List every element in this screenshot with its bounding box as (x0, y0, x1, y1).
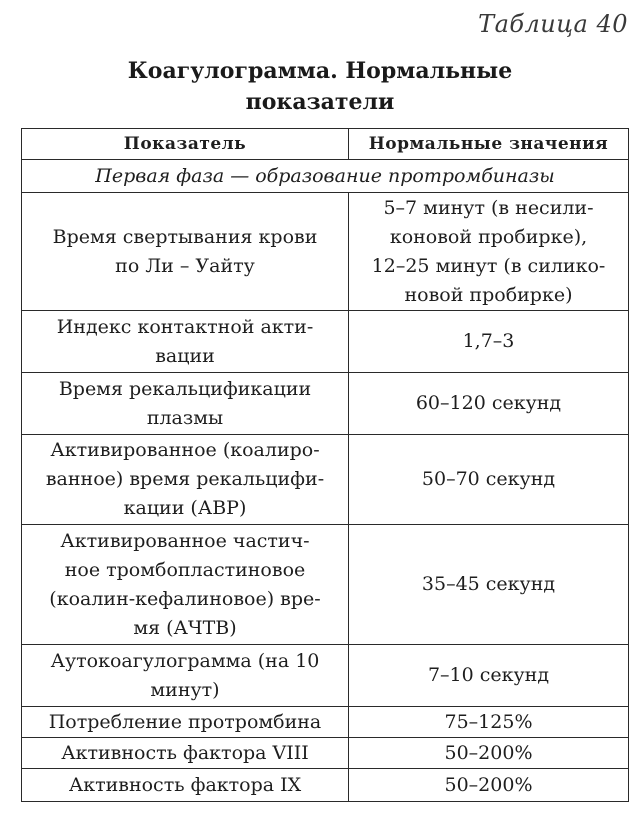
value-line: 50–70 секунд (421, 468, 556, 490)
header-indicator: Показатель (22, 129, 349, 160)
header-normal-values: Нормальные значения (349, 129, 629, 160)
indicator-cell (22, 373, 349, 435)
indicator-line: ное тромбопластиновое (64, 558, 306, 581)
value-line: 1,7–3 (462, 330, 515, 352)
indicator-line: Активированное (коалиро- (50, 439, 320, 461)
value-line: 7–10 секунд (427, 664, 550, 686)
value-line: коновой пробирке), (389, 225, 588, 248)
value-cell (349, 769, 629, 802)
indicator-line: по Ли – Уайту (115, 254, 255, 277)
indicator-line: Активность фактора VIII (61, 741, 309, 764)
value-line: 75–125% (444, 710, 533, 733)
value-line: новой пробирке) (404, 283, 573, 306)
indicator-line: Время рекальцификации (58, 377, 312, 400)
value-line: 50–200% (444, 773, 533, 796)
indicator-line: минут) (150, 678, 220, 701)
value-line: 5–7 минут (в несили- (383, 196, 594, 219)
indicator-line: Активированное частич- (60, 529, 310, 552)
value-line: 60–120 секунд (415, 392, 562, 414)
indicator-line: Активность фактора IX (68, 773, 302, 796)
value-cell (349, 525, 629, 645)
value-cell (349, 738, 629, 769)
indicator-cell (22, 193, 349, 311)
value-cell (349, 193, 629, 311)
value-line: 12–25 минут (в силико- (371, 254, 606, 277)
indicator-line: Время свертывания крови (52, 225, 318, 248)
indicator-line: (коалин-кефалиновое) вре- (49, 587, 321, 610)
table-number: Таблица 40 (478, 10, 628, 38)
indicator-cell (22, 435, 349, 525)
value-cell (349, 645, 629, 707)
table-row (22, 738, 629, 769)
title-line-1: Коагулограмма. Нормальные (127, 58, 513, 84)
indicator-line: Индекс контактной акти- (56, 315, 314, 338)
indicator-line: ванное) время рекальцифи- (45, 468, 325, 490)
indicator-line: мя (АЧТВ) (133, 616, 237, 639)
value-cell (349, 707, 629, 738)
value-cell (349, 373, 629, 435)
value-cell (349, 311, 629, 373)
table-row (22, 525, 629, 645)
coagulogram-table (21, 128, 629, 802)
phase-label: Первая фаза — образование протромбиназы (22, 160, 629, 193)
indicator-cell (22, 311, 349, 373)
indicator-line: кации (АВР) (123, 497, 247, 519)
header-row (22, 129, 629, 160)
indicator-cell (22, 645, 349, 707)
indicator-line: Аутокоагулограмма (на 10 (50, 649, 320, 672)
indicator-line: вации (155, 344, 215, 367)
indicator-cell (22, 525, 349, 645)
table-row (22, 769, 629, 802)
table-row (22, 435, 629, 525)
table-row (22, 707, 629, 738)
value-cell (349, 435, 629, 525)
table-row (22, 373, 629, 435)
indicator-line: плазмы (146, 406, 224, 429)
value-line: 50–200% (444, 741, 533, 764)
table-row (22, 645, 629, 707)
indicator-cell (22, 738, 349, 769)
phase-row (22, 160, 629, 193)
table-row (22, 193, 629, 311)
value-line: 35–45 секунд (421, 573, 556, 595)
table-title (0, 56, 640, 118)
title-line-2: показатели (245, 89, 395, 115)
indicator-cell (22, 707, 349, 738)
table-row (22, 311, 629, 373)
indicator-line: Потребление протромбина (48, 710, 322, 733)
indicator-cell (22, 769, 349, 802)
